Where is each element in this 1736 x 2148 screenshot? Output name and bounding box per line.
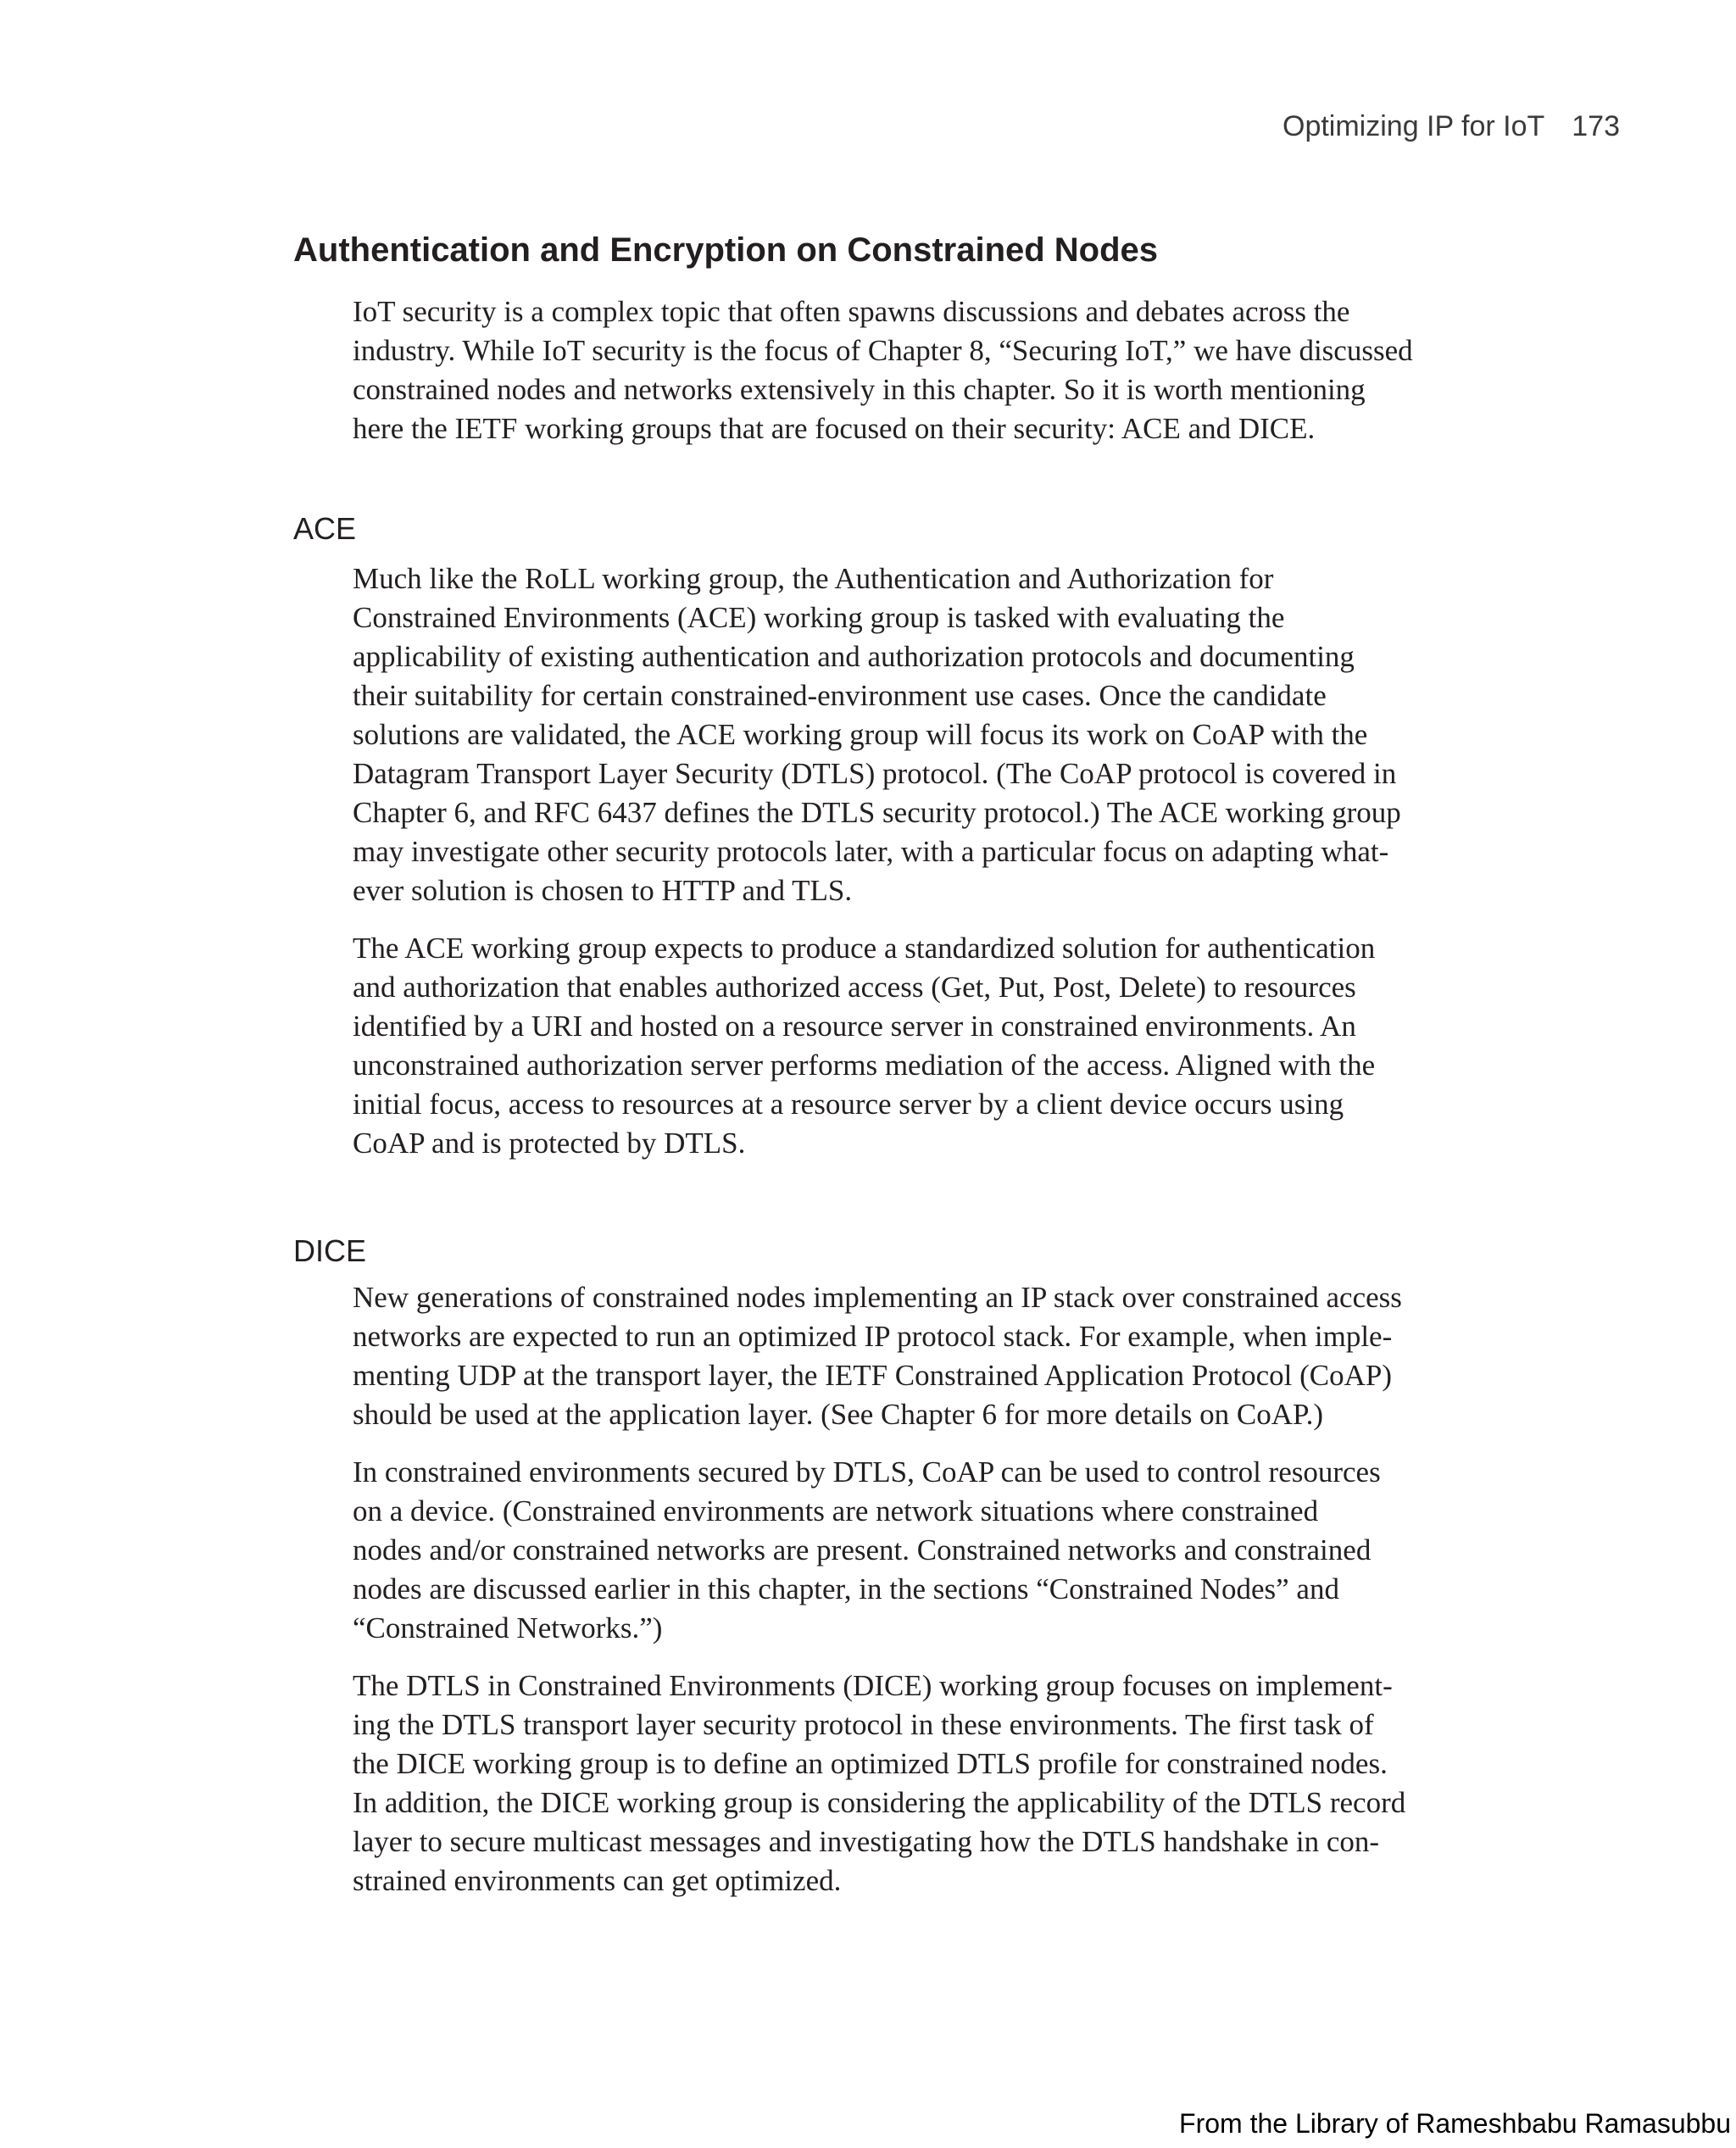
text-line: ing the DTLS transport layer security protocol in these environments. The first task of (353, 1708, 1374, 1741)
text-line: Datagram Transport Layer Security (DTLS) protocol. (The CoAP protocol is covered in (353, 757, 1397, 790)
text-line: initial focus, access to resources at a resource server by a client device occurs using (353, 1088, 1344, 1121)
running-title: Optimizing IP for IoT (1283, 110, 1545, 142)
section-title: Authentication and Encryption on Constrained Nodes (293, 231, 1159, 269)
text-line: The DTLS in Constrained Environments (DICE) working group focuses on implement- (353, 1669, 1393, 1702)
dice-section-body (353, 1278, 1505, 1900)
text-line: Constrained Environments (ACE) working group is tasked with evaluating the (353, 601, 1285, 634)
dice-paragraph-3 (353, 1667, 1505, 1900)
text-line: menting UDP at the transport layer, the IETF Constrained Application Protocol (CoAP) (353, 1359, 1392, 1392)
text-line: industry. While IoT security is the focus of Chapter 8, “Securing IoT,” we have discussed (353, 334, 1413, 367)
text-line: In constrained environments secured by DTLS, CoAP can be used to control resources (353, 1455, 1381, 1489)
text-line: applicability of existing authentication and authorization protocols and documenting (353, 640, 1355, 673)
running-head (1283, 110, 1620, 143)
ace-paragraph-2 (353, 929, 1505, 1163)
text-line: IoT security is a complex topic that often spawns discussions and debates across the (353, 295, 1350, 328)
text-line: unconstrained authorization server performs mediation of the access. Aligned with the (353, 1049, 1376, 1082)
text-line: layer to secure multicast messages and investigating how the DTLS handshake in con- (353, 1825, 1380, 1858)
intro-paragraph (353, 292, 1505, 448)
text-line: here the IETF working groups that are focused on their security: ACE and DICE. (353, 412, 1316, 445)
ace-section-body (353, 559, 1505, 1163)
text-line: In addition, the DICE working group is considering the applicability of the DTLS record (353, 1786, 1406, 1819)
text-line: strained environments can get optimized. (353, 1864, 842, 1897)
library-footer-note: From the Library of Rameshbabu Ramasubbu (1179, 2108, 1731, 2139)
text-line: Much like the RoLL working group, the Authentication and Authorization for (353, 562, 1274, 595)
text-line: networks are expected to run an optimized IP protocol stack. For example, when imple- (353, 1320, 1393, 1353)
text-line: identified by a URI and hosted on a resource server in constrained environments. An (353, 1010, 1356, 1043)
page-number: 173 (1572, 110, 1620, 142)
text-line: nodes are discussed earlier in this chapter, in the sections “Constrained Nodes” and (353, 1572, 1339, 1605)
text-line: New generations of constrained nodes implementing an IP stack over constrained access (353, 1281, 1402, 1314)
text-line: nodes and/or constrained networks are present. Constrained networks and constrained (353, 1533, 1372, 1566)
ace-paragraph-1 (353, 559, 1505, 910)
text-line: CoAP and is protected by DTLS. (353, 1127, 746, 1160)
text-line: and authorization that enables authorized access (Get, Put, Post, Delete) to resources (353, 971, 1356, 1004)
text-line: the DICE working group is to define an optimized DTLS profile for constrained nodes. (353, 1747, 1388, 1780)
dice-heading: DICE (293, 1233, 367, 1268)
text-line: The ACE working group expects to produce a standardized solution for authentication (353, 932, 1376, 965)
text-line: their suitability for certain constrained-environment use cases. Once the candidate (353, 679, 1327, 712)
dice-paragraph-1 (353, 1278, 1505, 1434)
text-line: ever solution is chosen to HTTP and TLS. (353, 874, 853, 907)
intro-paragraph-text (353, 292, 1505, 448)
text-line: “Constrained Networks.”) (353, 1611, 663, 1644)
text-line: constrained nodes and networks extensively in this chapter. So it is worth mentioning (353, 373, 1366, 406)
text-line: solutions are validated, the ACE working group will focus its work on CoAP with the (353, 718, 1368, 751)
text-line: Chapter 6, and RFC 6437 defines the DTLS security protocol.) The ACE working group (353, 796, 1401, 829)
text-line: may investigate other security protocols later, with a particular focus on adapting what- (353, 835, 1389, 868)
dice-paragraph-2 (353, 1453, 1505, 1648)
text-line: should be used at the application layer. (See Chapter 6 for more details on CoAP.) (353, 1398, 1324, 1431)
ace-heading: ACE (293, 511, 357, 546)
text-line: on a device. (Constrained environments are network situations where constrained (353, 1494, 1319, 1528)
